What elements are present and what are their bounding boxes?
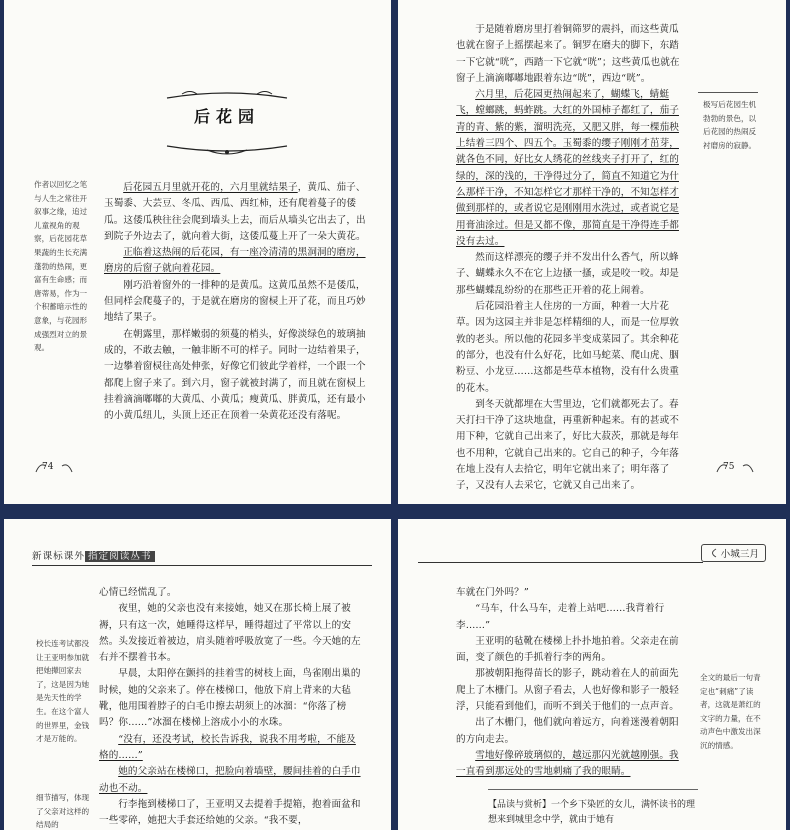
book-title: 小城三月 <box>720 549 759 560</box>
paragraph: 心情已经慌乱了。 <box>99 587 177 598</box>
margin-note: 校长连考试都没让王亚明参加就把她撵回家去了，这是因为她是先天性的学生。在这个富人的世界里，金钱才是万能的。 <box>36 639 90 744</box>
margin-note: 细节描写，体现了父亲对这样的结局的 <box>36 793 90 830</box>
paragraph: “马车，什么马车，走着上站吧……我背着行李……” <box>456 603 665 631</box>
paragraph: 出了木栅门，他们就向着远方，向着迷漫着朝阳的方向走去。 <box>456 717 679 745</box>
body-text <box>456 22 688 495</box>
page-number <box>723 462 734 472</box>
paragraph: 刚巧沿着窗外的一排种的是黄瓜。这黄瓜虽然不是倭瓜，但同样会爬蔓子的，于是就在磨房的窗棂上开了花，而且巧妙地结了果子。 <box>104 279 366 324</box>
paragraph: 雪地好像碎玻璃似的，越远那闪光就越刚强。我一直看到那远处的雪地刺痛了我的眼睛。 <box>456 749 679 778</box>
paragraph: 然而这样漂亮的缨子并不发出什么香气，所以蜂子、蝴蝶永久不在它上边搔一搔，或是咬一咬。却是那些蝴蝶乱纷纷的在那些正开着的花上闹着。 <box>456 252 679 296</box>
page-number-ornament-icon <box>34 460 74 474</box>
margin-note: 全文的最后一句青定也“刺痛”了读者，这就是萧红的文字的力量，在不动声色中激发出深沉的情感。 <box>700 673 761 750</box>
page-lower-right <box>398 519 786 830</box>
series-highlight: 指定阅读丛书 <box>85 551 155 562</box>
series-header <box>32 548 155 562</box>
paragraph: 正临着这热闹的后花园，有一座冷清清的黑洞洞的磨房，磨房的后窗子就向着花园。 <box>104 247 366 275</box>
paragraph: 后花园五月里就开花的，六月里就结果子，黄瓜、茄子、玉蜀黍、大芸豆、冬瓜、西瓜、西红柿，还有爬着蔓子的倭瓜。这倭瓜秧往往会爬到墙头上去，而后从墙头它出去了，出到院子外边去了，就向着大街，这倭瓜蔓上开了一朵大黄花。 <box>104 182 366 242</box>
title-block <box>162 90 292 160</box>
underlined-text: 后花园五月里就开花的，六月里就结果子 <box>123 182 298 193</box>
paragraph: 车就在门外吗？” <box>456 587 529 598</box>
paragraph: 到冬天就都埋在大雪里边，它们就都死去了。春天打扫干净了这块地盘，再重新种起来。有的甚或不用下种，它就自己出来了，好比大菽茨，那就是每年也不用种，它就自己出来的。它自己的种子，今年落在地上没有人去拾它，明年它就出来了；明年落了子，又没有人去采它，它就又自己出来了。 <box>456 398 679 492</box>
paragraph: “没有，还没考试，校长告诉我，说我不用考啦，不能及格的……” <box>99 733 356 761</box>
page-number-text: 74 <box>42 462 54 472</box>
paragraph: 夜里，她的父亲也没有来接她，她又在那长椅上展了被褥，只有这一次，她睡得这样早，睡得超过了平常以上的安然。头发接近着被边，肩头随着呼吸放宽了一些。今天她的左右并不摆着书本。 <box>99 603 361 664</box>
body-text <box>99 585 365 829</box>
page-number-ornament-icon <box>715 460 755 474</box>
laurel-icon <box>708 548 718 558</box>
page-75 <box>398 0 786 504</box>
header-rule <box>418 562 703 563</box>
reading-analysis-box: 【品读与赏析】一个乡下染匠的女儿，满怀读书的理想来到城里念中学，就由于她有 <box>488 789 698 828</box>
paragraph: 于是随着磨房里打着铜筛罗的震抖，而这些黄瓜也就在窗子上摇摆起来了。铜罗在磨夫的脚下，东踏一下它就“咣”，西踏一下它就“咣”；这些黄瓜也就在窗子上滴滴嘟嘟地跟着东边“咣”，西边“咣”。 <box>456 24 680 84</box>
page-number <box>42 462 53 472</box>
paragraph: 早晨，太阳停在颤抖的挂着雪的树枝上面，鸟雀刚出巢的时候，她的父亲来了。停在楼梯口，他放下肩上背来的大毡靴，他用围着脖子的白毛巾擦去胡须上的冰溜：“你落了榜吗？你……”冰溜在楼梯上溶成小小的水珠。 <box>99 668 361 729</box>
page-74 <box>4 0 391 504</box>
body-text <box>456 585 688 781</box>
paragraph: 她的父亲站在楼梯口，把脸向着墙壁，腰间挂着的白手巾动也不动。 <box>99 766 361 794</box>
paragraph: 那被朝阳拖得苗长的影子，跳动着在人的前面先爬上了木栅门。从窗子看去，人也好像和影子一般轻浮，只能看到他们，而听不到关于他们的一点声音。 <box>456 668 679 713</box>
series-name: 新课标课外 <box>32 551 85 562</box>
margin-note: 极写后花园生机勃勃的景色，以后花园的热闹反衬磨房的寂静。 <box>703 100 757 150</box>
page-lower-left <box>4 519 391 830</box>
body-text <box>104 180 366 424</box>
paragraph: 王亚明的毡靴在楼梯上扑扑地拍着。父亲走在前面，变了颜色的手抓着行李的两角。 <box>456 635 679 664</box>
chapter-title: 后花园 <box>193 107 260 126</box>
margin-note-rule <box>698 92 758 93</box>
paragraph: 在朝露里，那样嫩弱的须蔓的梢头，好像淡绿色的玻璃抽成的，不敢去触，一触非断不可的样子。同时一边结着果子，一边攀着窗棂往高处伸张，好像它们彼此学着样，一个跟一个都爬上窗子来了。到六月，窗子就被封满了，而且就在窗棂上挂着滴滴嘟嘟的大黄瓜、小黄瓜；瘦黄瓜、胖黄瓜，还有最小的小黄瓜纽儿，头顶上还正在顶着一朵黄花还没有落呢。 <box>104 328 366 422</box>
paragraph: 后花园沿着主人住房的一方面，种着一大片花草。因为这园主并非是怎样精细的人，而是一位厚敦敦的老头。所以他的花园多半变成菜园了。其余种花的部分，也没有什么好花，比如马蛇菜、爬山虎、胭粉豆、小龙豆……这都是些草本植物，没有什么贵重的花木。 <box>456 301 679 394</box>
paragraph: 行李拖到楼梯口了，王亚明又去提着手提箱，抱着面盆和一些零碎，她把大手套还给她的父亲。“我不要， <box>99 798 361 827</box>
book-title-tag <box>701 544 766 562</box>
paragraph: 六月里，后花园更热闹起来了，蝴蝶飞，蜻蜓飞，螳螂跳，蚂蚱跳。大红的外国柿子都红了，茄子青的青、紫的紫，溜明洗亮，又肥又胖，每一棵茄秧上结着三四个、四五个。玉蜀黍的缨子刚刚才茁芽，就各色不同，好比女人绣花的丝线夹子打开了，红的绿的，深的浅的，干净得过分了，简直不知道它为什么那样干净，不知怎样它才那样干净的，不知怎样才做到那样的，或者说它是刚刚用水洗过，或者说它是用膏油涂过。但是又都不像，那简直是干净得连手都没有去过。 <box>456 89 679 247</box>
header-rule <box>32 565 372 566</box>
page-number-text: 75 <box>723 462 735 472</box>
margin-note: 作者以回忆之笔与人生之常往开叙事之缘，追过儿童视角的观察，后花园花草果蔬的生长充满蓬勃的热闹，更富有生命感；而唐蒂易，作为一个积蓄暗示性的意象，与花园形成强烈对立的景观。 <box>34 180 88 353</box>
